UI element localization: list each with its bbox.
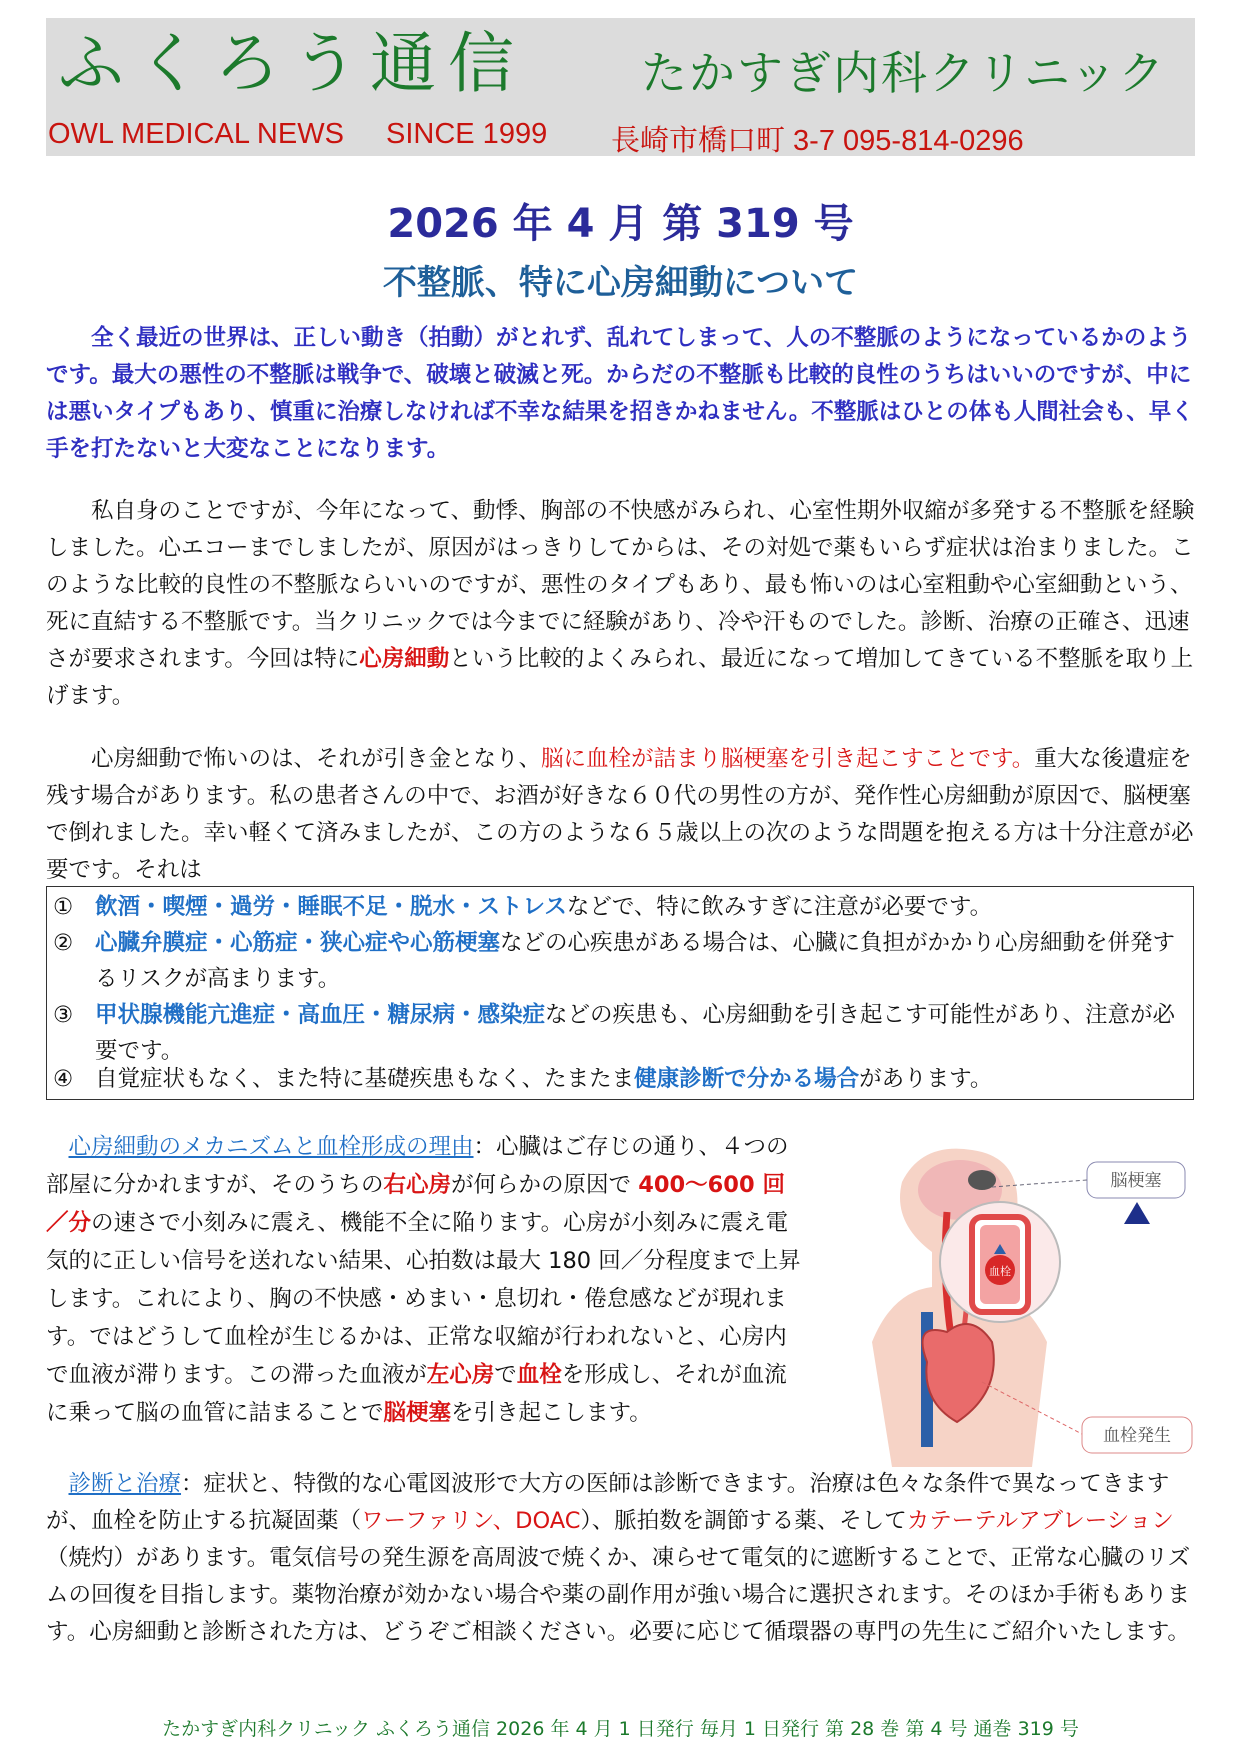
- risk-text: などの心疾患がある場合は、心臓に負担がかかり心房細動を併発するリスクが高まります。: [95, 930, 1176, 992]
- highlight-ablation: カテーテルアブレーション: [906, 1508, 1174, 1534]
- text: ）、脈拍数を調節する薬、そして: [580, 1508, 907, 1534]
- text: の速さで小刻みに震え、機能不全に陥ります。心房が小刻みに震え電気的に正しい信号を送れない結果、心拍数は最大 180 回／分程度まで上昇します。これにより、胸の不快感・めまい・息切れ・倦怠感などが現れます。ではどうして血栓が生じるかは、正常な収縮が行われないと、心房内で血液が滞ります。この滞った血液が: [46, 1210, 801, 1388]
- risk-item: [53, 997, 1183, 1069]
- risk-number: ②: [53, 930, 74, 956]
- text: 重大な後遺症を残す場合があります。私の患者さんの中で、お酒が好きな６０代の男性の方が、発作性心房細動が原因で、脳梗塞で倒れました。幸い軽くて済みましたが、この方のような６５歳以上の次のような問題を抱える方は十分注意が必要です。それは: [46, 746, 1194, 883]
- highlight-rate: 400～600 回／分: [46, 1172, 785, 1236]
- risk-highlight: 心臓弁膜症・心筋症・狭心症や心筋梗塞: [95, 930, 501, 956]
- since-label: SINCE 1999: [386, 118, 548, 150]
- text: 心房細動で怖いのは、それが引き金となり、: [91, 746, 542, 772]
- personal-paragraph: [46, 493, 1196, 715]
- highlight-stroke: 脳に血栓が詰まり脳梗塞を引き起こすことです。: [541, 746, 1035, 772]
- risk-highlight: 健康診断で分かる場合: [634, 1066, 860, 1092]
- mechanism-heading: 心房細動のメカニズムと血栓形成の理由: [68, 1134, 474, 1160]
- highlight-infarction: 脳梗塞: [383, 1400, 452, 1426]
- risk-item: [53, 1061, 1183, 1097]
- text: で: [494, 1362, 517, 1388]
- arrowhead: [1124, 1202, 1150, 1224]
- text: という比較的よくみられ、最近になって増加してきている不整脈を取り上げます。: [46, 646, 1194, 709]
- headline: 不整脈、特に心房細動について: [382, 263, 859, 303]
- risk-highlight: 飲酒・喫煙・過労・睡眠不足・脱水・ストレス: [95, 894, 567, 920]
- intro-paragraph: 全く最近の世界は、正しい動き（拍動）がとれず、乱れてしまって、人の不整脈のようになっているかのようです。最大の悪性の不整脈は戦争で、破壊と破滅と死。からだの不整脈も比較的良性のうちはいいのですが、中には悪いタイプもあり、慎重に治療しなければ不幸な結果を招きかねません。不整脈はひとの体も人間社会も、早く手を打たないと大変なことになります。: [46, 325, 1194, 462]
- risk-text: などの疾患も、心房細動を引き起こす可能性があり、注意が必要です。: [95, 1002, 1176, 1064]
- risk-highlight: 甲状腺機能亢進症・高血圧・糖尿病・感染症: [95, 1002, 546, 1028]
- risk-number: ①: [53, 894, 74, 920]
- risk-item: [53, 925, 1183, 997]
- masthead: [46, 18, 1195, 156]
- risk-text: などで、特に飲みすぎに注意が必要です。: [566, 894, 993, 920]
- risk-text: があります。: [859, 1066, 993, 1092]
- risk-paragraph: [46, 741, 1196, 889]
- risk-number: ④: [53, 1066, 74, 1092]
- address-phone: 長崎市橋口町 3-7 095-814-0296: [611, 125, 1024, 157]
- clot-origin-label: 血栓発生: [1103, 1426, 1171, 1446]
- highlight-left-atrium: 左心房: [426, 1362, 495, 1388]
- newsletter-title: ふくろう通信: [58, 25, 526, 102]
- english-subtitle: OWL MEDICAL NEWS: [48, 118, 344, 150]
- risk-text: 自覚症状もなく、また特に基礎疾患もなく、たまたま: [95, 1066, 635, 1092]
- highlight-clot: 血栓: [516, 1362, 562, 1388]
- clot-label: 血栓: [989, 1265, 1011, 1278]
- text: を引き起こします。: [451, 1400, 652, 1426]
- infarct-area: [968, 1170, 996, 1190]
- highlight-drugs: ワーファリン、DOAC: [361, 1508, 581, 1534]
- risk-number: ③: [53, 1002, 74, 1028]
- text: （焼灼）があります。電気信号の発生源を高周波で焼くか、凍らせて電気的に遮断することで、正常な心臓のリズムの回復を目指します。薬物治療が効かない場合や薬の副作用が強い場合に選択されます。そのほか手術もあります。心房細動と診断された方は、どうぞご相談ください。必要に応じて循環器の専門の先生にご紹介いたします。: [46, 1545, 1191, 1645]
- text: が何らかの原因で: [451, 1172, 639, 1198]
- risk-item: [53, 889, 1183, 925]
- text: ：症状と、特徴的な心電図波形で大方の医師は診断できます。治療は色々な条件で異なってきますが、血栓を防止する抗凝固薬（: [46, 1471, 1170, 1534]
- issue-line: 2026 年 4 月 第 319 号: [387, 201, 854, 247]
- infarction-label: 脳梗塞: [1110, 1171, 1162, 1191]
- text: 私自身のことですが、今年になって、動悸、胸部の不快感がみられ、心室性期外収縮が多発する不整脈を経験しました。心エコーまでしましたが、原因がはっきりしてからは、その対処で薬もいらず症状は治まりました。このような比較的良性の不整脈ならいいのですが、悪性のタイプもあり、最も怖いのは心室粗動や心室細動という、死に直結する不整脈です。当クリニックでは今までに経験があり、冷や汗ものでした。診断、治療の正確さ、迅速さが要求されます。今回は特に: [46, 498, 1195, 672]
- footer: たかすぎ内科クリニック ふくろう通信 2026 年 4 月 1 日発行 毎月 1 日発行 第 28 巻 第 4 号 通巻 319 号: [162, 1718, 1079, 1740]
- risk-list: [46, 886, 1194, 1100]
- highlight-right-atrium: 右心房: [383, 1172, 452, 1198]
- diagnosis-paragraph: [46, 1466, 1196, 1651]
- highlight-af: 心房細動: [359, 646, 450, 672]
- text: ：心臓はご存じの通り、４つの部屋に分かれますが、そのうちの: [46, 1134, 789, 1198]
- stroke-illustration: [832, 1142, 1202, 1467]
- clinic-name: たかすぎ内科クリニック: [641, 46, 1167, 100]
- text: を形成し、それが血流に乗って脳の血管に詰まることで: [46, 1362, 787, 1426]
- mechanism-paragraph: [46, 1128, 801, 1432]
- diagnosis-heading: 診断と治療: [68, 1471, 182, 1497]
